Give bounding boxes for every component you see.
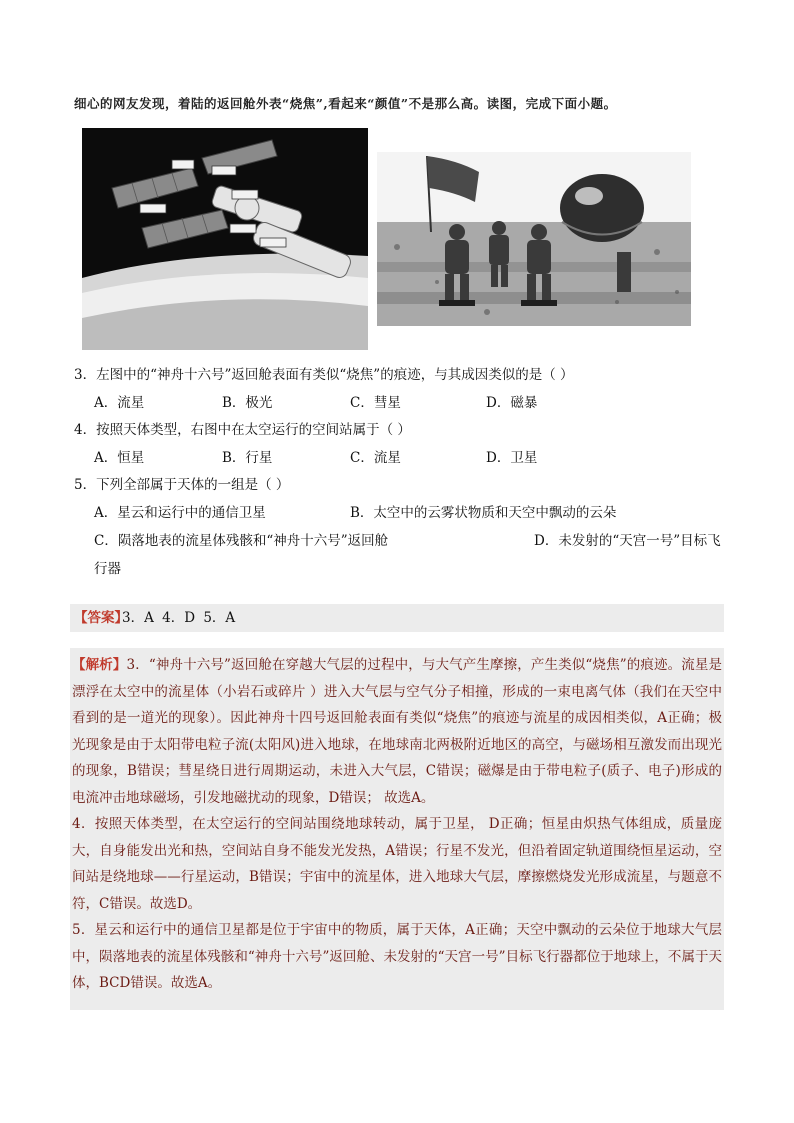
question-4-option-a: A．恒星: [94, 450, 145, 466]
question-5-option-b: B．太空中的云雾状物质和天空中飘动的云朵: [350, 505, 617, 521]
question-4-option-d: D．卫星: [486, 450, 538, 466]
landed-capsule-photo: [377, 152, 691, 326]
answer-label: 【答案】: [74, 610, 128, 626]
space-station-illustration: [82, 128, 368, 350]
question-3-option-b: B．极光: [222, 395, 273, 411]
analysis-section: [72, 652, 722, 997]
question-5-option-d: D．未发射的“天宫一号”目标飞: [534, 533, 721, 549]
question-5-option-c: C．陨落地表的流星体残骸和“神舟十六号”返回舱: [94, 533, 389, 549]
analysis-paragraph-3: [72, 652, 722, 811]
question-3-option-a: A．流星: [94, 395, 145, 411]
question-5-option-a: A．星云和运行中的通信卫星: [94, 505, 266, 521]
question-3-option-c: C．彗星: [350, 395, 401, 411]
answer-text: 3．A 4．D 5．A: [122, 610, 236, 626]
landed-capsule-illustration: [377, 152, 691, 326]
analysis-paragraph-5: 5．星云和运行中的通信卫星都是位于宇宙中的物质，属于天体，A正确；天空中飘动的云朵位于地球大气层中，陨落地表的流星体残骸和“神舟十六号”返回舱、未发射的“天宫一号”目标飞行器都位于地球上，不属于天体，BCD错误。故选A。: [72, 922, 722, 991]
analysis-label: 【解析】: [72, 657, 127, 673]
analysis-text-3: 3．“神舟十六号”返回舱在穿越大气层的过程中，与大气产生摩擦，产生类似“烧焦”的痕迹。流星是漂浮在太空中的流星体（小岩石或碎片 ）进入大气层与空气分子相撞，形成的一束电离气体（我们在天空中看到的是一道光的现象）。因此神舟十四号返回舱表面有类似“烧焦”的痕迹与流星的成因相类似，A正确；极光现象是由于太阳带电粒子流(太阳风)进入地球，在地球南北两极附近地区的高空，与磁场相互激发而出现光的现象，B错误；彗星绕日进行周期运动，未进入大气层，C错误；磁爆是由于带电粒子(质子、电子)形成的电流冲击地球磁场，引发地磁扰动的现象，D错误； 故选A。: [72, 657, 722, 806]
space-station-photo: [82, 128, 368, 350]
question-4-option-c: C．流星: [350, 450, 401, 466]
question-3-stem: 3．左图中的“神舟十六号”返回舱表面有类似“烧焦”的痕迹，与其成因类似的是（ ）: [74, 367, 574, 383]
question-5-stem: 5．下列全部属于天体的一组是（ ）: [74, 477, 290, 493]
intro-text: 细心的网友发现，着陆的返回舱外表“烧焦”,看起来“颜值”不是那么高。读图，完成下面小题。: [74, 96, 617, 111]
analysis-paragraph-4: 4．按照天体类型，在太空运行的空间站围绕地球转动，属于卫星， D正确；恒星由炽热气体组成，质量庞大，自身能发出光和热，空间站自身不能发光发热，A错误；行星不发光，但沿着固定轨道围绕恒星运动，空间站是绕地球——行星运动，B错误；宇宙中的流星体，进入地球大气层，摩擦燃烧发光形成流星，与题意不符，C错误。故选D。: [72, 816, 722, 912]
question-3-option-d: D．磁暴: [486, 395, 538, 411]
question-5-option-d-continued: 行器: [94, 561, 121, 577]
question-4-stem: 4．按照天体类型，右图中在太空运行的空间站属于（ ）: [74, 422, 411, 438]
question-4-option-b: B．行星: [222, 450, 273, 466]
